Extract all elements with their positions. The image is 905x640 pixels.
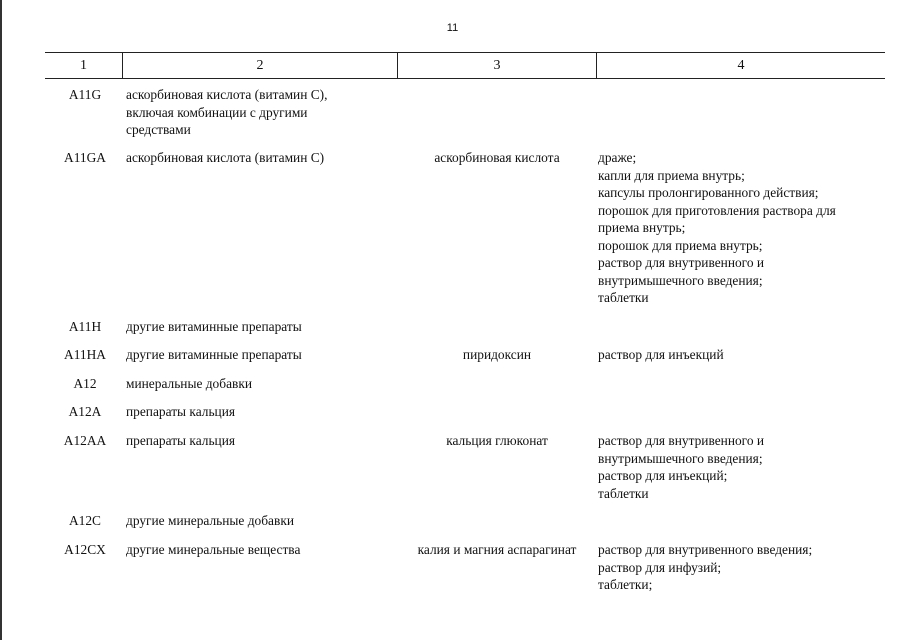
- row-group: аскорбиновая кислота (витамин С), включая комбинации с другими средствами: [126, 87, 328, 137]
- row-group: препараты кальция: [126, 433, 236, 448]
- row-group: препараты кальция: [126, 404, 236, 419]
- page-number: 11: [446, 22, 459, 34]
- scan-left-edge: [0, 0, 2, 640]
- row-inn: аскорбиновая кислота: [434, 150, 560, 165]
- table-header: [45, 52, 885, 79]
- header-col-3: 3: [493, 58, 501, 73]
- row-forms: раствор для внутривенного введения; раствор для инфузий; таблетки;: [598, 542, 813, 592]
- row-code: A12AA: [63, 433, 107, 448]
- header-col-1: 1: [80, 58, 87, 73]
- row-inn: калия и магния аспарагинат: [417, 542, 577, 557]
- row-group: аскорбиновая кислота (витамин С): [126, 150, 325, 165]
- row-inn: пиридоксин: [462, 347, 532, 362]
- row-forms: раствор для внутривенного и внутримышечного введения; раствор для инъекций; таблетки: [598, 433, 765, 501]
- row-group: другие минеральные вещества: [126, 542, 301, 557]
- header-col-4: 4: [737, 58, 745, 73]
- row-group: другие витаминные препараты: [126, 347, 302, 362]
- row-code: A11G: [68, 87, 102, 102]
- row-forms: раствор для инъекций: [598, 347, 724, 362]
- row-code: A11HA: [64, 347, 106, 362]
- row-code: A12: [73, 376, 97, 391]
- row-group: другие витаминные препараты: [126, 319, 302, 334]
- row-inn: кальция глюконат: [446, 433, 548, 448]
- header-col-2: 2: [256, 58, 264, 73]
- row-code: A12C: [69, 513, 101, 528]
- row-forms: драже; капли для приема внутрь; капсулы пролонгированного действия; порошок для приготовления раствора для приема внутрь; порошок для приема внутрь; раствор для внутривенного и внутримышечного введения; таблетки: [598, 150, 836, 305]
- row-group: другие минеральные добавки: [126, 513, 294, 528]
- row-group: минеральные добавки: [126, 376, 253, 391]
- row-code: A12CX: [64, 542, 106, 557]
- row-code: A11GA: [64, 150, 106, 165]
- row-code: A11H: [68, 319, 102, 334]
- row-code: A12A: [68, 404, 102, 419]
